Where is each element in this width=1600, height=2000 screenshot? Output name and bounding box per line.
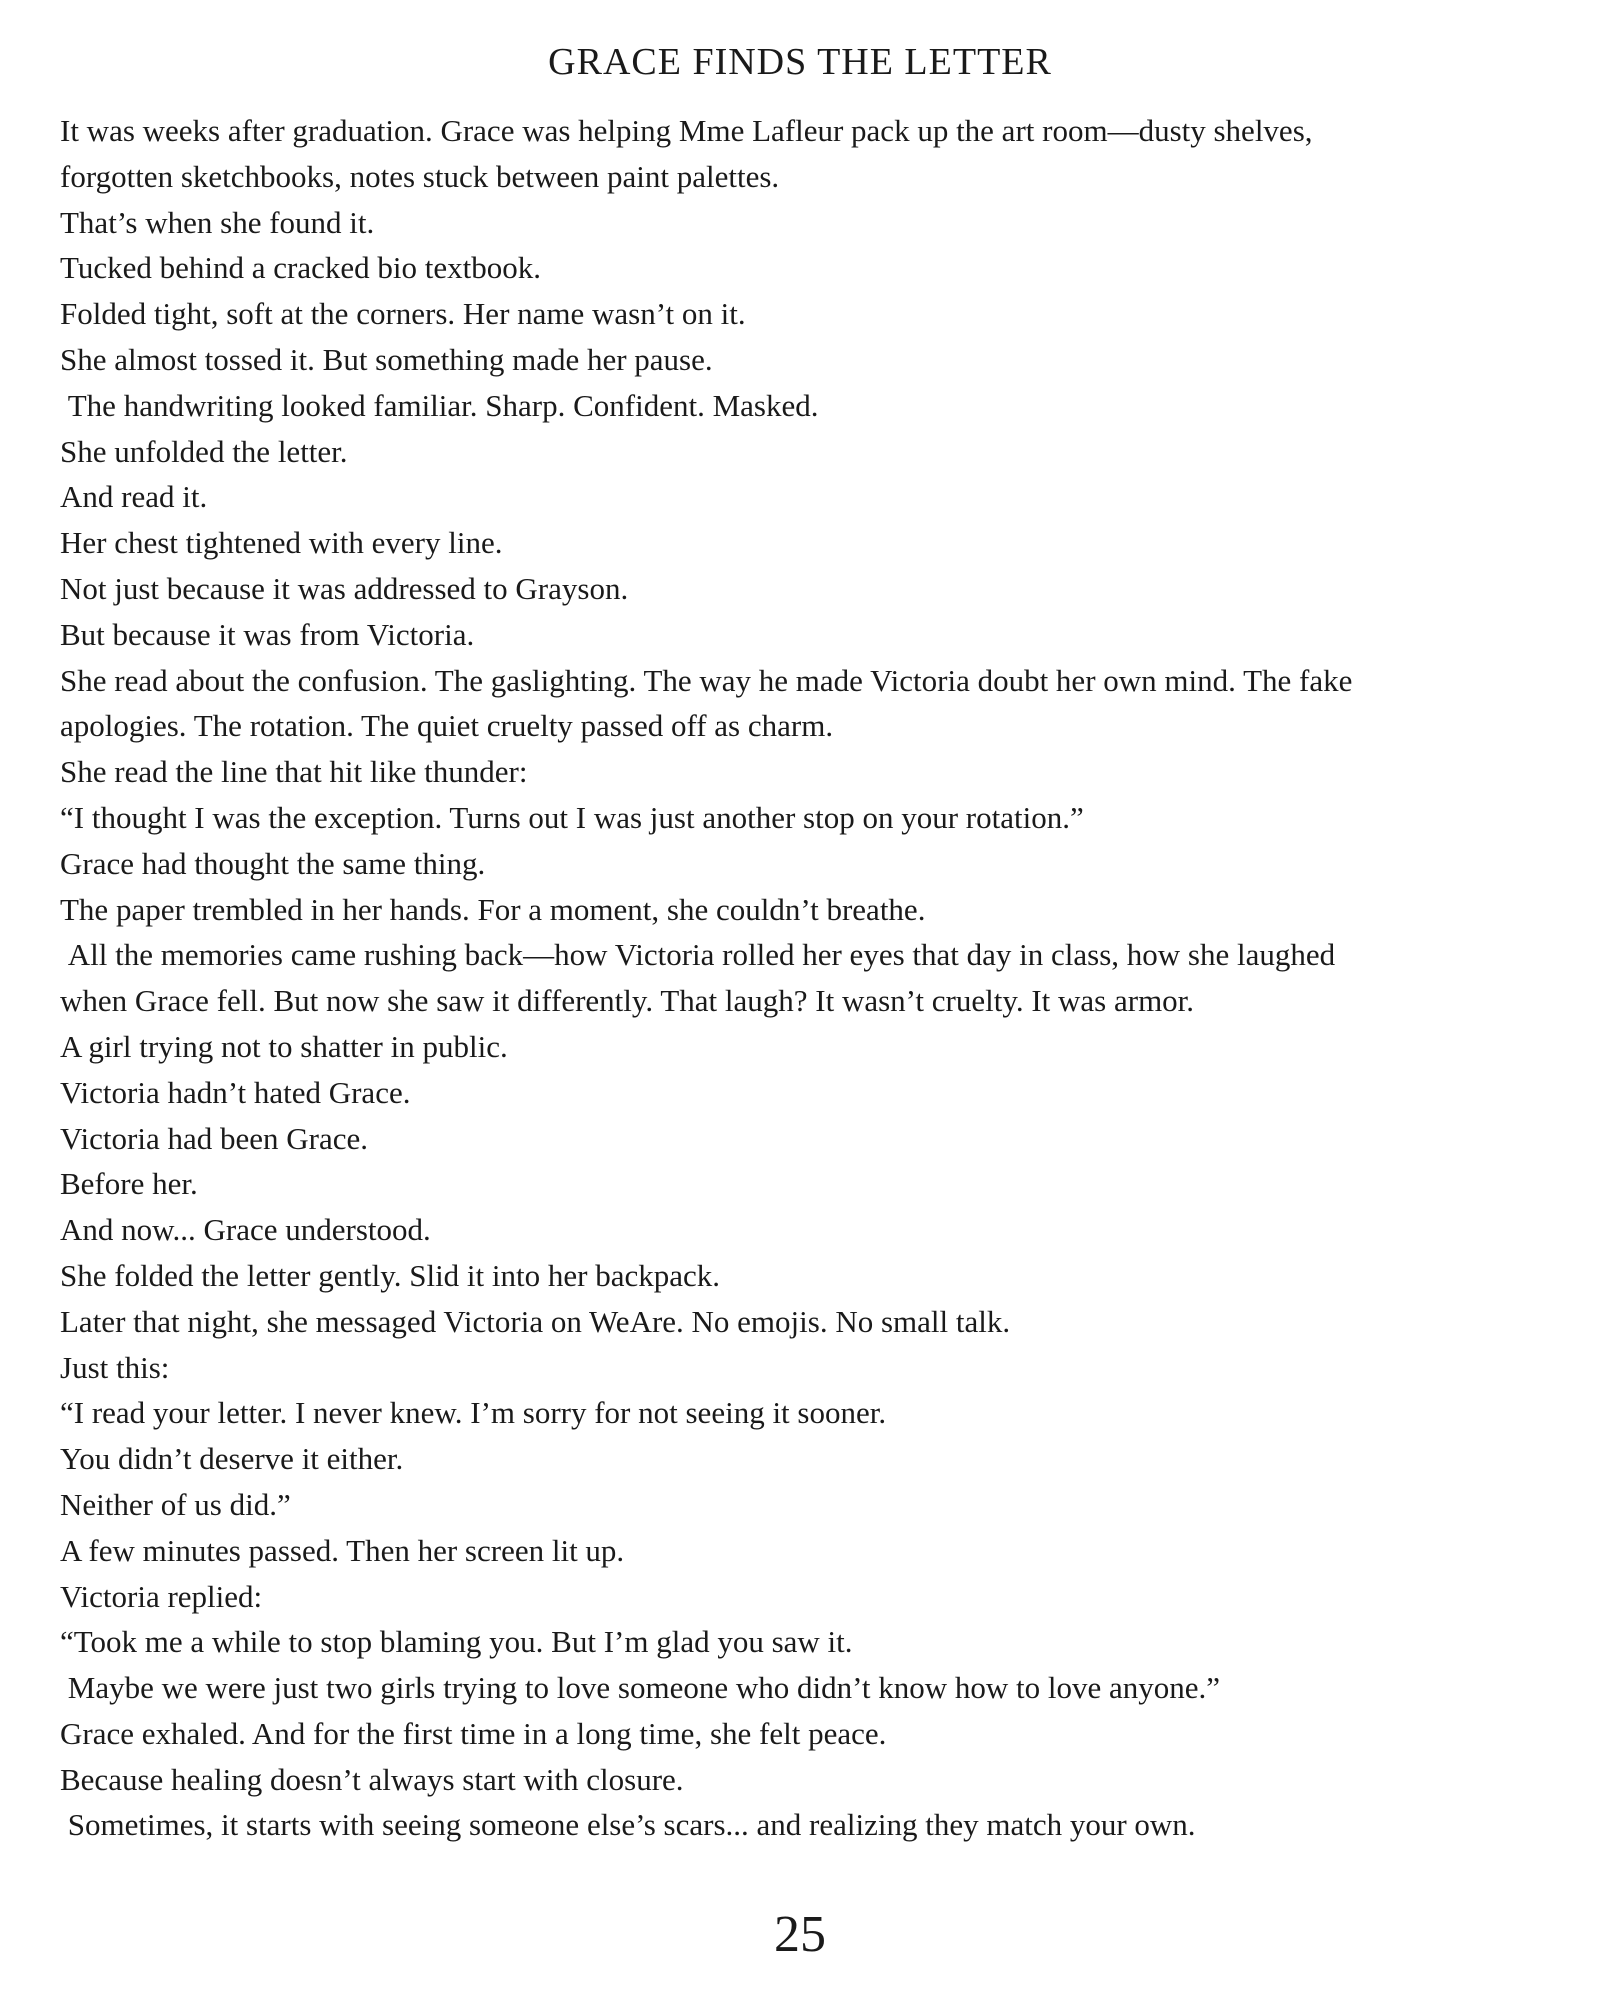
body-line: Before her. xyxy=(60,1166,198,1202)
body-line: Maybe we were just two girls trying to love someone who didn’t know how to love anyone.” xyxy=(60,1670,1221,1706)
body-line: But because it was from Victoria. xyxy=(60,616,475,652)
body-line: Because healing doesn’t always start with closure. xyxy=(60,1761,684,1797)
body-line: “I read your letter. I never knew. I’m sorry for not seeing it sooner. xyxy=(60,1395,887,1431)
body-line: And now... Grace understood. xyxy=(60,1212,431,1248)
body-line: Tucked behind a cracked bio textbook. xyxy=(60,250,541,286)
body-line: You didn’t deserve it either. xyxy=(60,1441,404,1477)
body-line: Folded tight, soft at the corners. Her name wasn’t on it. xyxy=(60,296,746,332)
body-line: The paper trembled in her hands. For a moment, she couldn’t breathe. xyxy=(60,891,926,927)
body-line: Neither of us did.” xyxy=(60,1486,291,1522)
body-line: It was weeks after graduation. Grace was helping Mme Lafleur pack up the art room—dusty shelves, xyxy=(60,113,1313,148)
body-line: She folded the letter gently. Slid it into her backpack. xyxy=(60,1257,721,1293)
body-line: Later that night, she messaged Victoria on WeAre. No emojis. No small talk. xyxy=(60,1303,1011,1339)
body-line: That’s when she found it. xyxy=(60,204,375,240)
body-line: Sometimes, it starts with seeing someone else’s scars... and realizing they match your own. xyxy=(60,1807,1196,1843)
chapter-body xyxy=(60,108,1590,1848)
chapter-title: GRACE FINDS THE LETTER xyxy=(548,41,1052,83)
body-line: forgotten sketchbooks, notes stuck between paint palettes. xyxy=(60,158,780,194)
body-line: Victoria hadn’t hated Grace. xyxy=(60,1074,411,1110)
body-line: apologies. The rotation. The quiet cruelty passed off as charm. xyxy=(60,708,834,744)
body-line: A few minutes passed. Then her screen lit up. xyxy=(60,1532,625,1568)
body-line: Victoria had been Grace. xyxy=(60,1120,368,1156)
body-line: “I thought I was the exception. Turns out I was just another stop on your rotation.” xyxy=(60,799,1084,835)
body-line: She read about the confusion. The gaslighting. The way he made Victoria doubt her own mind. The fake xyxy=(60,662,1353,698)
body-line: Victoria replied: xyxy=(60,1578,263,1614)
body-line: Not just because it was addressed to Grayson. xyxy=(60,570,629,606)
body-line: She almost tossed it. But something made her pause. xyxy=(60,341,713,377)
body-line: She read the line that hit like thunder: xyxy=(60,754,528,790)
body-line: “Took me a while to stop blaming you. But I’m glad you saw it. xyxy=(60,1624,853,1660)
body-line: All the memories came rushing back—how Victoria rolled her eyes that day in class, how she laughed xyxy=(60,937,1336,973)
body-line: Grace had thought the same thing. xyxy=(60,845,486,881)
body-line: Her chest tightened with every line. xyxy=(60,525,503,561)
body-line: And read it. xyxy=(60,479,208,515)
page-number: 25 xyxy=(774,1906,826,1963)
body-line: Just this: xyxy=(60,1349,170,1385)
body-line: A girl trying not to shatter in public. xyxy=(60,1028,508,1064)
body-line: when Grace fell. But now she saw it differently. That laugh? It wasn’t cruelty. It was armor. xyxy=(60,983,1195,1019)
body-line: She unfolded the letter. xyxy=(60,433,348,469)
body-line: The handwriting looked familiar. Sharp. Confident. Masked. xyxy=(60,387,819,423)
body-line: Grace exhaled. And for the first time in a long time, she felt peace. xyxy=(60,1715,887,1751)
